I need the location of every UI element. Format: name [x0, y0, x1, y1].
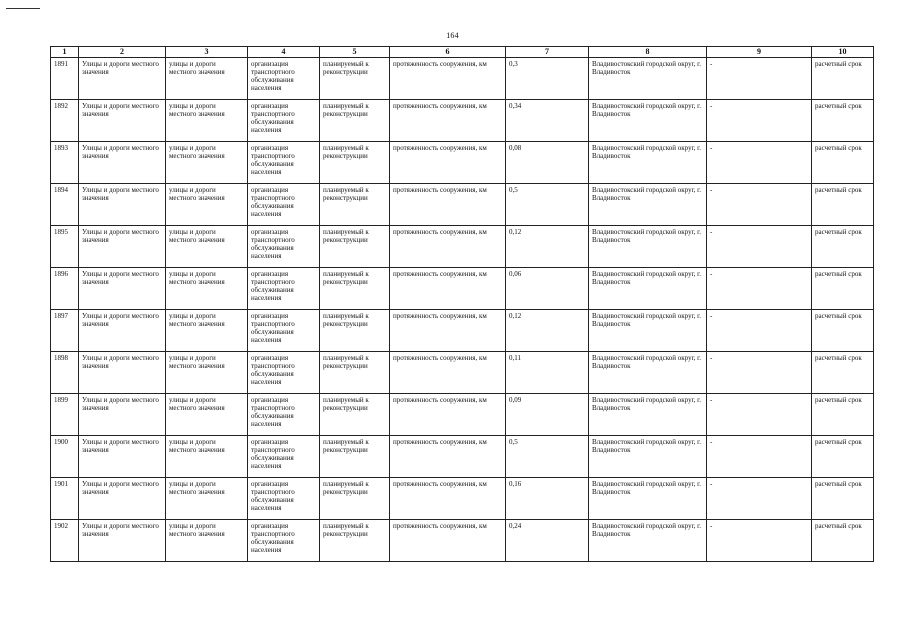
- purpose-cell: организация транспортного обслуживания населения: [248, 436, 320, 478]
- status-cell: планируемый к реконструкции: [320, 436, 390, 478]
- characteristic-cell: протяженность сооружения, км: [390, 58, 506, 100]
- purpose-cell: организация транспортного обслуживания населения: [248, 58, 320, 100]
- column-header: 5: [320, 47, 390, 58]
- location-cell: Владивостокский городской округ, г. Владивосток: [589, 394, 707, 436]
- objects-table: [50, 46, 874, 562]
- location-cell: Владивостокский городской округ, г. Владивосток: [589, 100, 707, 142]
- zone-cell: -: [707, 58, 812, 100]
- object-type-cell: Улицы и дороги местного значения: [79, 268, 166, 310]
- term-cell: расчетный срок: [812, 226, 874, 268]
- location-cell: Владивостокский городской округ, г. Владивосток: [589, 520, 707, 562]
- object-type-cell: Улицы и дороги местного значения: [79, 478, 166, 520]
- column-number-row: [51, 47, 874, 58]
- term-cell: расчетный срок: [812, 436, 874, 478]
- status-cell: планируемый к реконструкции: [320, 352, 390, 394]
- characteristic-cell: протяженность сооружения, км: [390, 520, 506, 562]
- characteristic-cell: протяженность сооружения, км: [390, 100, 506, 142]
- status-cell: планируемый к реконструкции: [320, 478, 390, 520]
- row-number-cell: 1898: [51, 352, 79, 394]
- column-header: 9: [707, 47, 812, 58]
- term-cell: расчетный срок: [812, 520, 874, 562]
- location-cell: Владивостокский городской округ, г. Владивосток: [589, 310, 707, 352]
- purpose-cell: организация транспортного обслуживания населения: [248, 184, 320, 226]
- term-cell: расчетный срок: [812, 310, 874, 352]
- term-cell: расчетный срок: [812, 58, 874, 100]
- row-number-cell: 1899: [51, 394, 79, 436]
- object-type-cell: Улицы и дороги местного значения: [79, 58, 166, 100]
- status-cell: планируемый к реконструкции: [320, 520, 390, 562]
- object-kind-cell: улицы и дороги местного значения: [166, 520, 248, 562]
- status-cell: планируемый к реконструкции: [320, 310, 390, 352]
- column-header: 3: [166, 47, 248, 58]
- table-row: [51, 58, 874, 100]
- term-cell: расчетный срок: [812, 100, 874, 142]
- location-cell: Владивостокский городской округ, г. Владивосток: [589, 58, 707, 100]
- value-cell: 0,34: [506, 100, 589, 142]
- object-type-cell: Улицы и дороги местного значения: [79, 352, 166, 394]
- status-cell: планируемый к реконструкции: [320, 58, 390, 100]
- characteristic-cell: протяженность сооружения, км: [390, 142, 506, 184]
- value-cell: 0,5: [506, 436, 589, 478]
- row-number-cell: 1901: [51, 478, 79, 520]
- table-row: [51, 184, 874, 226]
- zone-cell: -: [707, 100, 812, 142]
- object-type-cell: Улицы и дороги местного значения: [79, 100, 166, 142]
- table-row: [51, 100, 874, 142]
- object-kind-cell: улицы и дороги местного значения: [166, 352, 248, 394]
- status-cell: планируемый к реконструкции: [320, 268, 390, 310]
- table-row: [51, 268, 874, 310]
- purpose-cell: организация транспортного обслуживания населения: [248, 520, 320, 562]
- location-cell: Владивостокский городской округ, г. Владивосток: [589, 478, 707, 520]
- table-row: [51, 478, 874, 520]
- column-header: 7: [506, 47, 589, 58]
- object-kind-cell: улицы и дороги местного значения: [166, 226, 248, 268]
- status-cell: планируемый к реконструкции: [320, 184, 390, 226]
- purpose-cell: организация транспортного обслуживания населения: [248, 100, 320, 142]
- object-type-cell: Улицы и дороги местного значения: [79, 184, 166, 226]
- characteristic-cell: протяженность сооружения, км: [390, 184, 506, 226]
- value-cell: 0,16: [506, 478, 589, 520]
- table-header: [51, 47, 874, 58]
- term-cell: расчетный срок: [812, 184, 874, 226]
- term-cell: расчетный срок: [812, 142, 874, 184]
- table-row: [51, 520, 874, 562]
- table-row: [51, 436, 874, 478]
- column-header: 8: [589, 47, 707, 58]
- characteristic-cell: протяженность сооружения, км: [390, 352, 506, 394]
- purpose-cell: организация транспортного обслуживания населения: [248, 142, 320, 184]
- term-cell: расчетный срок: [812, 394, 874, 436]
- row-number-cell: 1891: [51, 58, 79, 100]
- location-cell: Владивостокский городской округ, г. Владивосток: [589, 184, 707, 226]
- characteristic-cell: протяженность сооружения, км: [390, 310, 506, 352]
- table-row: [51, 226, 874, 268]
- object-kind-cell: улицы и дороги местного значения: [166, 58, 248, 100]
- status-cell: планируемый к реконструкции: [320, 394, 390, 436]
- location-cell: Владивостокский городской округ, г. Владивосток: [589, 142, 707, 184]
- object-kind-cell: улицы и дороги местного значения: [166, 436, 248, 478]
- row-number-cell: 1892: [51, 100, 79, 142]
- object-kind-cell: улицы и дороги местного значения: [166, 310, 248, 352]
- purpose-cell: организация транспортного обслуживания населения: [248, 352, 320, 394]
- purpose-cell: организация транспортного обслуживания населения: [248, 394, 320, 436]
- term-cell: расчетный срок: [812, 478, 874, 520]
- value-cell: 0,5: [506, 184, 589, 226]
- object-type-cell: Улицы и дороги местного значения: [79, 142, 166, 184]
- zone-cell: -: [707, 436, 812, 478]
- value-cell: 0,12: [506, 310, 589, 352]
- object-type-cell: Улицы и дороги местного значения: [79, 436, 166, 478]
- column-header: 10: [812, 47, 874, 58]
- value-cell: 0,3: [506, 58, 589, 100]
- object-kind-cell: улицы и дороги местного значения: [166, 100, 248, 142]
- table-row: [51, 142, 874, 184]
- value-cell: 0,11: [506, 352, 589, 394]
- column-header: 1: [51, 47, 79, 58]
- row-number-cell: 1902: [51, 520, 79, 562]
- zone-cell: -: [707, 478, 812, 520]
- row-number-cell: 1895: [51, 226, 79, 268]
- row-number-cell: 1893: [51, 142, 79, 184]
- characteristic-cell: протяженность сооружения, км: [390, 226, 506, 268]
- value-cell: 0,09: [506, 394, 589, 436]
- characteristic-cell: протяженность сооружения, км: [390, 478, 506, 520]
- table-body: [51, 58, 874, 562]
- zone-cell: -: [707, 226, 812, 268]
- purpose-cell: организация транспортного обслуживания населения: [248, 478, 320, 520]
- status-cell: планируемый к реконструкции: [320, 100, 390, 142]
- value-cell: 0,06: [506, 268, 589, 310]
- location-cell: Владивостокский городской округ, г. Владивосток: [589, 268, 707, 310]
- corner-rule: [6, 8, 40, 9]
- zone-cell: -: [707, 520, 812, 562]
- object-type-cell: Улицы и дороги местного значения: [79, 310, 166, 352]
- location-cell: Владивостокский городской округ, г. Владивосток: [589, 436, 707, 478]
- table-row: [51, 352, 874, 394]
- row-number-cell: 1894: [51, 184, 79, 226]
- value-cell: 0,12: [506, 226, 589, 268]
- purpose-cell: организация транспортного обслуживания населения: [248, 226, 320, 268]
- column-header: 2: [79, 47, 166, 58]
- object-kind-cell: улицы и дороги местного значения: [166, 478, 248, 520]
- purpose-cell: организация транспортного обслуживания населения: [248, 268, 320, 310]
- status-cell: планируемый к реконструкции: [320, 142, 390, 184]
- zone-cell: -: [707, 268, 812, 310]
- object-type-cell: Улицы и дороги местного значения: [79, 394, 166, 436]
- term-cell: расчетный срок: [812, 268, 874, 310]
- characteristic-cell: протяженность сооружения, км: [390, 268, 506, 310]
- object-type-cell: Улицы и дороги местного значения: [79, 520, 166, 562]
- zone-cell: -: [707, 352, 812, 394]
- object-type-cell: Улицы и дороги местного значения: [79, 226, 166, 268]
- object-kind-cell: улицы и дороги местного значения: [166, 184, 248, 226]
- zone-cell: -: [707, 394, 812, 436]
- column-header: 6: [390, 47, 506, 58]
- location-cell: Владивостокский городской округ, г. Владивосток: [589, 226, 707, 268]
- object-kind-cell: улицы и дороги местного значения: [166, 394, 248, 436]
- zone-cell: -: [707, 310, 812, 352]
- status-cell: планируемый к реконструкции: [320, 226, 390, 268]
- zone-cell: -: [707, 142, 812, 184]
- row-number-cell: 1900: [51, 436, 79, 478]
- term-cell: расчетный срок: [812, 352, 874, 394]
- table-row: [51, 310, 874, 352]
- location-cell: Владивостокский городской округ, г. Владивосток: [589, 352, 707, 394]
- value-cell: 0,24: [506, 520, 589, 562]
- purpose-cell: организация транспортного обслуживания населения: [248, 310, 320, 352]
- characteristic-cell: протяженность сооружения, км: [390, 436, 506, 478]
- column-header: 4: [248, 47, 320, 58]
- row-number-cell: 1896: [51, 268, 79, 310]
- row-number-cell: 1897: [51, 310, 79, 352]
- page-number: 164: [446, 31, 459, 40]
- zone-cell: -: [707, 184, 812, 226]
- table-row: [51, 394, 874, 436]
- value-cell: 0,08: [506, 142, 589, 184]
- characteristic-cell: протяженность сооружения, км: [390, 394, 506, 436]
- object-kind-cell: улицы и дороги местного значения: [166, 268, 248, 310]
- object-kind-cell: улицы и дороги местного значения: [166, 142, 248, 184]
